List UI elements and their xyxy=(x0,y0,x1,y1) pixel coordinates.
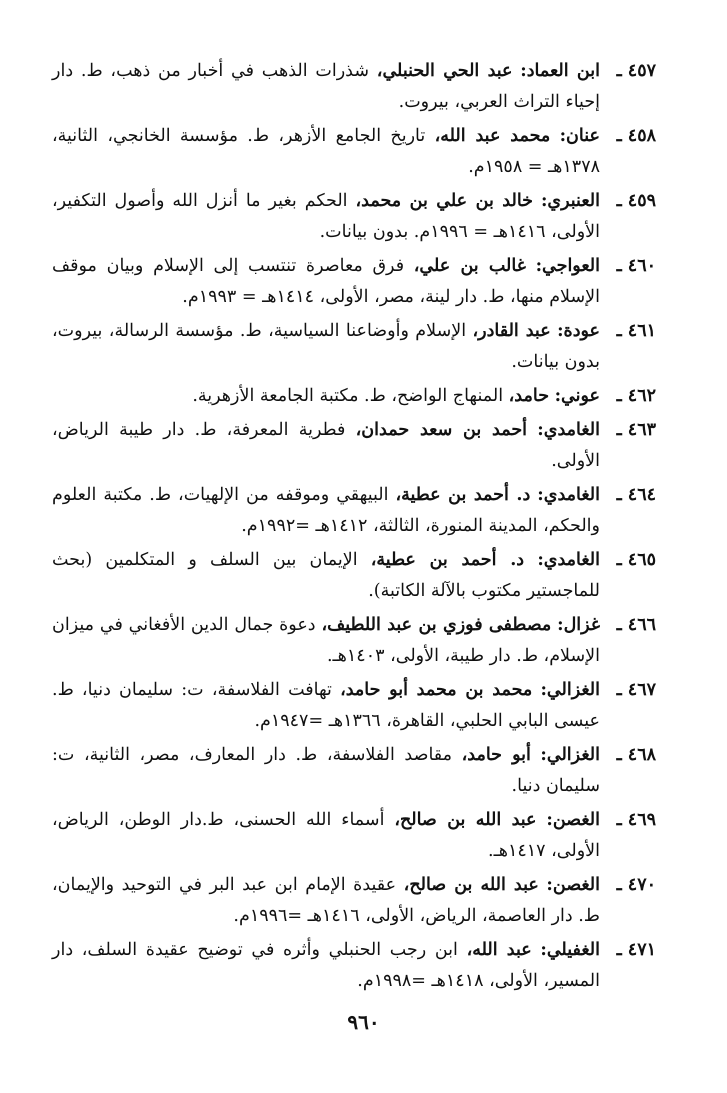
bibliography-entry xyxy=(52,740,656,802)
entry-name: خالد بن علي بن محمد، xyxy=(355,191,533,211)
entry-name: حامد، xyxy=(508,386,550,406)
entry-name: د. أحمد بن عطية، xyxy=(395,485,531,505)
bibliography-list xyxy=(52,56,656,1000)
entry-author: الغزالي: xyxy=(540,745,600,765)
entry-text: البيهقي وموقفه من الإلهيات، ط. مكتبة العلوم والحكم، المدينة المنورة، الثالثة، ١٤١٢هـ =١٩٩٢م. xyxy=(52,485,600,536)
entry-author: عودة: xyxy=(557,321,600,341)
bibliography-entry xyxy=(52,381,656,412)
entry-author: عنان: xyxy=(559,126,600,146)
entry-text: فرق معاصرة تنتسب إلى الإسلام وبيان موقف الإسلام منها، ط. دار لينة، مصر، الأولى، ١٤١٤هـ = ١٩٩٣م. xyxy=(52,256,600,307)
entry-text: المنهاج الواضح، ط. مكتبة الجامعة الأزهرية. xyxy=(192,386,504,406)
bibliography-entry xyxy=(52,316,656,378)
bibliography-entry xyxy=(52,415,656,477)
entry-number: ٤٦٦ ـ xyxy=(616,615,656,635)
entry-name: محمد عبد الله، xyxy=(434,126,551,146)
entry-text: تاريخ الجامع الأزهر، ط. مؤسسة الخانجي، الثانية، ١٣٧٨هـ = ١٩٥٨م. xyxy=(52,126,600,177)
entry-text: تهافت الفلاسفة، ت: سليمان دنيا، ط. عيسى البابي الحلبي، القاهرة، ١٣٦٦هـ =١٩٤٧م. xyxy=(52,680,600,731)
entry-author: الغزالي: xyxy=(540,680,600,700)
entry-text: شذرات الذهب في أخبار من ذهب، ط. دار إحياء التراث العربي، بيروت. xyxy=(52,61,600,112)
entry-author: الغامدي: xyxy=(537,420,600,440)
entry-name: عبد الله بن صالح، xyxy=(394,810,537,830)
entry-author: عوني: xyxy=(554,386,600,406)
entry-name: غالب بن علي، xyxy=(413,256,526,276)
entry-author: ابن العماد: xyxy=(520,61,600,81)
bibliography-entry xyxy=(52,805,656,867)
bibliography-entry xyxy=(52,251,656,313)
entry-text: عقيدة الإمام ابن عبد البر في التوحيد والإيمان، ط. دار العاصمة، الرياض، الأولى، ١٤١٦هـ =١٩٩٦م. xyxy=(52,875,600,926)
entry-name: أحمد بن سعد حمدان، xyxy=(355,420,528,440)
bibliography-entry xyxy=(52,675,656,737)
entry-number: ٤٧٠ ـ xyxy=(616,875,656,895)
entry-text: أسماء الله الحسنى، ط.دار الوطن، الرياض، الأولى، ١٤١٧هـ. xyxy=(52,810,600,861)
entry-number: ٤٦٧ ـ xyxy=(616,680,656,700)
entry-text: فطرية المعرفة، ط. دار طيبة الرياض، الأولى. xyxy=(52,420,600,471)
entry-author: الغفيلي: xyxy=(540,940,600,960)
entry-number: ٤٦١ ـ xyxy=(616,321,656,341)
entry-text: الإيمان بين السلف و المتكلمين (بحث للماجستير مكتوب بالآلة الكاتبة). xyxy=(52,550,600,601)
entry-text: الإسلام وأوضاعنا السياسية، ط. مؤسسة الرسالة، بيروت، بدون بيانات. xyxy=(52,321,600,372)
entry-author: العنبري: xyxy=(540,191,600,211)
bibliography-entry xyxy=(52,610,656,672)
entry-number: ٤٦٢ ـ xyxy=(616,386,656,406)
bibliography-entry xyxy=(52,545,656,607)
entry-name: مصطفى فوزي بن عبد اللطيف، xyxy=(321,615,552,635)
entry-number: ٤٦٤ ـ xyxy=(616,485,656,505)
entry-name: عبد القادر، xyxy=(472,321,551,341)
entry-author: الغامدي: xyxy=(537,550,600,570)
entry-author: العواجي: xyxy=(535,256,600,276)
entry-number: ٤٧١ ـ xyxy=(616,940,656,960)
entry-name: عبد الحي الحنبلي، xyxy=(376,61,513,81)
bibliography-entry xyxy=(52,186,656,248)
entry-text: ابن رجب الحنبلي وأثره في توضيح عقيدة السلف، دار المسير، الأولى، ١٤١٨هـ =١٩٩٨م. xyxy=(52,940,600,991)
bibliography-entry xyxy=(52,121,656,183)
entry-number: ٤٦٠ ـ xyxy=(616,256,656,276)
entry-author: الغصن: xyxy=(546,810,600,830)
entry-name: عبد الله، xyxy=(466,940,532,960)
entry-number: ٤٦٨ ـ xyxy=(616,745,656,765)
page-number: ٩٦٠ xyxy=(347,1010,380,1034)
bibliography-entry xyxy=(52,56,656,118)
entry-number: ٤٥٧ ـ xyxy=(616,61,656,81)
entry-name: عبد الله بن صالح، xyxy=(403,875,539,895)
entry-number: ٤٥٨ ـ xyxy=(616,126,656,146)
bibliography-entry xyxy=(52,870,656,932)
entry-author: الغامدي: xyxy=(537,485,600,505)
entry-number: ٤٦٩ ـ xyxy=(616,810,656,830)
entry-author: الغصن: xyxy=(546,875,600,895)
bibliography-entry xyxy=(52,935,656,997)
entry-number: ٤٦٥ ـ xyxy=(616,550,656,570)
entry-name: د. أحمد بن عطية، xyxy=(370,550,525,570)
entry-text: مقاصد الفلاسفة، ط. دار المعارف، مصر، الثانية، ت: سليمان دنيا. xyxy=(52,745,600,796)
entry-number: ٤٥٩ ـ xyxy=(616,191,656,211)
entry-text: دعوة جمال الدين الأفغاني في ميزان الإسلام، ط. دار طيبة، الأولى، ١٤٠٣هـ. xyxy=(52,615,600,666)
entry-name: أبو حامد، xyxy=(461,745,531,765)
entry-text: الحكم بغير ما أنزل الله وأصول التكفير، الأولى، ١٤١٦هـ = ١٩٩٦م. بدون بيانات. xyxy=(52,191,600,242)
bibliography-entry xyxy=(52,480,656,542)
entry-number: ٤٦٣ ـ xyxy=(616,420,656,440)
entry-name: محمد بن محمد أبو حامد، xyxy=(340,680,533,700)
entry-author: غزال: xyxy=(557,615,600,635)
